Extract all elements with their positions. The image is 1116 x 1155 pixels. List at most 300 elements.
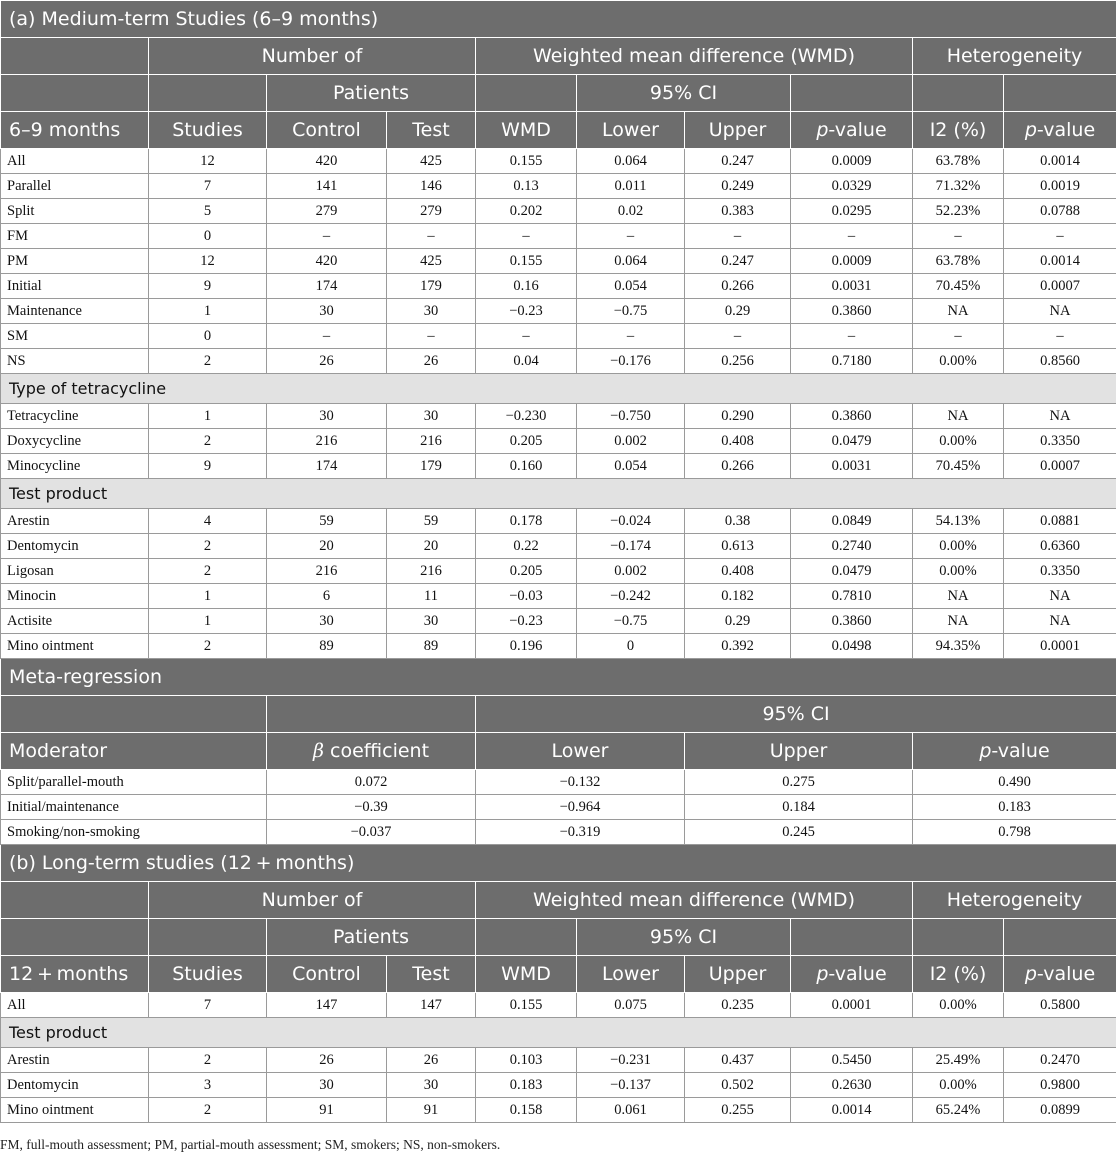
table-cell: 89 [387, 634, 476, 659]
table-cell: 0.202 [476, 199, 577, 224]
table-cell: 0.3860 [791, 299, 913, 324]
table-row [1, 509, 1116, 534]
table-cell: 2 [149, 634, 267, 659]
table-cell: 63.78% [913, 249, 1004, 274]
table-cell: 30 [387, 404, 476, 429]
table-cell: 0.158 [476, 1098, 577, 1123]
table-cell: 2 [149, 1048, 267, 1073]
table-cell: 0.054 [577, 274, 685, 299]
value-suffix: -value [1036, 119, 1096, 141]
table-row [1, 349, 1116, 374]
value-suffix: -value [828, 963, 887, 985]
section-b-header-row-2 [1, 919, 1116, 956]
meta-title: Meta-regression [1, 659, 1116, 696]
table-cell: NA [913, 609, 1004, 634]
table-row [1, 149, 1116, 174]
section-b-title: (b) Long-term studies (12 + months) [1, 845, 1116, 882]
period-header: 6–9 months [1, 112, 149, 149]
table-cell: – [913, 224, 1004, 249]
table-cell: −0.037 [267, 820, 476, 845]
row-label-cell: Arestin [1, 509, 149, 534]
number-of-header: Number of [149, 882, 476, 919]
blank-header-cell [1004, 75, 1116, 112]
value-suffix: -value [991, 740, 1050, 762]
blank-header-cell [913, 75, 1004, 112]
table-row [1, 1073, 1116, 1098]
product-b-title: Test product [1, 1018, 1116, 1048]
table-cell: – [577, 224, 685, 249]
table-cell: 0.490 [913, 770, 1116, 795]
meta-ci-header: 95% CI [476, 696, 1116, 733]
table-cell: 3 [149, 1073, 267, 1098]
table-cell: 0.290 [685, 404, 791, 429]
blank-header-cell [791, 919, 913, 956]
table-cell: – [476, 224, 577, 249]
table-cell: 0.2470 [1004, 1048, 1116, 1073]
table-cell: 30 [267, 299, 387, 324]
table-row [1, 1098, 1116, 1123]
table-cell: 9 [149, 454, 267, 479]
table-cell: NA [1004, 584, 1116, 609]
table-cell: 179 [387, 454, 476, 479]
table-row [1, 770, 1116, 795]
table-cell: 63.78% [913, 149, 1004, 174]
table-cell: – [387, 224, 476, 249]
table-cell: 25.49% [913, 1048, 1004, 1073]
meta-rows [1, 770, 1116, 845]
table-cell: 0.00% [913, 1073, 1004, 1098]
table-cell: 0.155 [476, 249, 577, 274]
table-cell: 0 [577, 634, 685, 659]
table-cell: 0.437 [685, 1048, 791, 1073]
table-cell: 0.205 [476, 429, 577, 454]
table-cell: 0.0849 [791, 509, 913, 534]
table-cell: 0.245 [685, 820, 913, 845]
table-row [1, 993, 1116, 1018]
blank-header-cell [1, 38, 149, 75]
wmd-header: WMD [476, 112, 577, 149]
studies-header: Studies [149, 956, 267, 993]
upper-header: Upper [685, 956, 791, 993]
section-a-header-row-1 [1, 38, 1116, 75]
row-label-cell: All [1, 149, 149, 174]
table-cell: 0.3350 [1004, 559, 1116, 584]
table-cell: 0.0014 [1004, 249, 1116, 274]
table-cell: 0.247 [685, 149, 791, 174]
table-cell: 0.8560 [1004, 349, 1116, 374]
table-cell: 216 [387, 429, 476, 454]
beta-header [267, 733, 476, 770]
table-cell: 1 [149, 584, 267, 609]
table-cell: 0.5450 [791, 1048, 913, 1073]
blank-header-cell [1004, 919, 1116, 956]
table-cell: 0.408 [685, 429, 791, 454]
table-cell: NA [1004, 609, 1116, 634]
blank-header-cell [476, 75, 577, 112]
row-label-cell: All [1, 993, 149, 1018]
table-cell: −0.23 [476, 299, 577, 324]
lower-header: Lower [577, 112, 685, 149]
table-cell: 0.22 [476, 534, 577, 559]
table-cell: 0.011 [577, 174, 685, 199]
table-cell: 146 [387, 174, 476, 199]
table-cell: – [577, 324, 685, 349]
table-cell: 54.13% [913, 509, 1004, 534]
table-cell: 174 [267, 274, 387, 299]
table-cell: 70.45% [913, 454, 1004, 479]
table-cell: −0.319 [476, 820, 685, 845]
table-cell: −0.75 [577, 609, 685, 634]
table-cell: 0.16 [476, 274, 577, 299]
p-value-header [791, 112, 913, 149]
table-cell: 30 [387, 1073, 476, 1098]
control-header: Control [267, 112, 387, 149]
table-cell: 2 [149, 534, 267, 559]
table-cell: 0.3860 [791, 609, 913, 634]
table-row [1, 199, 1116, 224]
meta-lower-header: Lower [476, 733, 685, 770]
table-cell: 30 [387, 609, 476, 634]
table-cell: 2 [149, 1098, 267, 1123]
table-cell: 6 [267, 584, 387, 609]
table-row [1, 609, 1116, 634]
table-cell: 91 [387, 1098, 476, 1123]
table-cell: 1 [149, 609, 267, 634]
blank-header-cell [267, 696, 476, 733]
product-a-title-row [1, 479, 1116, 509]
table-cell: – [685, 324, 791, 349]
table-cell: 20 [267, 534, 387, 559]
value-suffix: -value [1036, 963, 1096, 985]
table-cell: −0.23 [476, 609, 577, 634]
table-cell: 0.0899 [1004, 1098, 1116, 1123]
table-row [1, 274, 1116, 299]
table-cell: 26 [267, 1048, 387, 1073]
table-cell: – [913, 324, 1004, 349]
table-cell: 147 [267, 993, 387, 1018]
table-row [1, 324, 1116, 349]
table-cell: 425 [387, 149, 476, 174]
table-cell: 0.13 [476, 174, 577, 199]
p-symbol: p [816, 963, 829, 985]
table-cell: −0.137 [577, 1073, 685, 1098]
table-cell: 30 [267, 404, 387, 429]
table-row [1, 559, 1116, 584]
table-cell: 26 [267, 349, 387, 374]
table-cell: 0.7180 [791, 349, 913, 374]
table-cell: −0.231 [577, 1048, 685, 1073]
table-cell: 0.38 [685, 509, 791, 534]
row-label-cell: FM [1, 224, 149, 249]
table-cell: NA [913, 404, 1004, 429]
table-cell: 0.3350 [1004, 429, 1116, 454]
blank-header-cell [1, 919, 149, 956]
table-cell: 52.23% [913, 199, 1004, 224]
section-b-title-row [1, 845, 1116, 882]
studies-header: Studies [149, 112, 267, 149]
table-cell: 0.0019 [1004, 174, 1116, 199]
table-cell: 59 [387, 509, 476, 534]
table-cell: 0.064 [577, 249, 685, 274]
table-cell: 0.00% [913, 559, 1004, 584]
meta-header-row-2 [1, 733, 1116, 770]
section-a-title-row [1, 1, 1116, 38]
table-cell: – [791, 224, 913, 249]
table-cell: −0.174 [577, 534, 685, 559]
table-cell: 0.182 [685, 584, 791, 609]
table-cell: 0.392 [685, 634, 791, 659]
table-cell: −0.230 [476, 404, 577, 429]
table-cell: 0.275 [685, 770, 913, 795]
table-row [1, 1048, 1116, 1073]
table-cell: 0.29 [685, 609, 791, 634]
table-cell: −0.75 [577, 299, 685, 324]
table-cell: 0.183 [476, 1073, 577, 1098]
table-cell: NA [913, 584, 1004, 609]
het-p-value-header [1004, 112, 1116, 149]
table-cell: 0.266 [685, 274, 791, 299]
table-cell: 420 [267, 149, 387, 174]
table-row [1, 249, 1116, 274]
row-label-cell: Doxycycline [1, 429, 149, 454]
table-cell: 2 [149, 429, 267, 454]
p-value-header [791, 956, 913, 993]
row-label-cell: PM [1, 249, 149, 274]
period-header: 12 + months [1, 956, 149, 993]
blank-header-cell [149, 919, 267, 956]
test-header: Test [387, 956, 476, 993]
table-row [1, 174, 1116, 199]
table-cell: 0.0014 [791, 1098, 913, 1123]
table-cell: 0.054 [577, 454, 685, 479]
value-suffix: -value [828, 119, 887, 141]
table-cell: 0.0001 [1004, 634, 1116, 659]
table-cell: 26 [387, 349, 476, 374]
row-label-cell: Minocin [1, 584, 149, 609]
table-cell: 12 [149, 149, 267, 174]
test-header: Test [387, 112, 476, 149]
meta-upper-header: Upper [685, 733, 913, 770]
table-cell: 0.383 [685, 199, 791, 224]
table-cell: 30 [387, 299, 476, 324]
row-label-cell: NS [1, 349, 149, 374]
table-cell: 0.0031 [791, 454, 913, 479]
table-cell: −0.242 [577, 584, 685, 609]
table-cell: NA [913, 299, 1004, 324]
ci-header: 95% CI [577, 75, 791, 112]
table-cell: 0.155 [476, 993, 577, 1018]
table-cell: 0.00% [913, 349, 1004, 374]
p-symbol: p [1024, 963, 1037, 985]
table-cell: 174 [267, 454, 387, 479]
wmd-header: WMD [476, 956, 577, 993]
table-cell: 0.0295 [791, 199, 913, 224]
table-cell: 0.0014 [1004, 149, 1116, 174]
table-cell: 425 [387, 249, 476, 274]
table-cell: 0.0007 [1004, 274, 1116, 299]
table-cell: 2 [149, 559, 267, 584]
meta-title-row [1, 659, 1116, 696]
row-label-cell: Dentomycin [1, 1073, 149, 1098]
moderator-header: Moderator [1, 733, 267, 770]
row-label-cell: Dentomycin [1, 534, 149, 559]
table-row [1, 299, 1116, 324]
row-label-cell: Arestin [1, 1048, 149, 1073]
table-cell: 0.266 [685, 454, 791, 479]
upper-header: Upper [685, 112, 791, 149]
patients-header: Patients [267, 75, 476, 112]
section-a-header-row-2 [1, 75, 1116, 112]
heterogeneity-header: Heterogeneity [913, 38, 1116, 75]
table-cell: 0.002 [577, 429, 685, 454]
table-cell: 0 [149, 324, 267, 349]
i2-header: I2 (%) [913, 956, 1004, 993]
row-label-cell: Split [1, 199, 149, 224]
table-cell: 141 [267, 174, 387, 199]
wmd-group-header: Weighted mean difference (WMD) [476, 38, 913, 75]
table-cell: 0 [149, 224, 267, 249]
table-cell: −0.132 [476, 770, 685, 795]
row-label-cell: Smoking/non-smoking [1, 820, 267, 845]
table-cell: 0.0001 [791, 993, 913, 1018]
table-cell: 279 [387, 199, 476, 224]
table-cell: 0.205 [476, 559, 577, 584]
table-cell: 94.35% [913, 634, 1004, 659]
het-p-value-header [1004, 956, 1116, 993]
table-cell: – [685, 224, 791, 249]
section-a-header-row-3 [1, 112, 1116, 149]
blank-header-cell [1, 696, 267, 733]
row-label-cell: Ligosan [1, 559, 149, 584]
footnote: FM, full-mouth assessment; PM, partial-mouth assessment; SM, smokers; NS, non-smokers. [0, 1137, 501, 1152]
table-cell: 0.798 [913, 820, 1116, 845]
table-cell: 91 [267, 1098, 387, 1123]
product-a-title: Test product [1, 479, 1116, 509]
table-row [1, 795, 1116, 820]
table-row [1, 634, 1116, 659]
table-cell: 0.0009 [791, 249, 913, 274]
table-cell: 0.408 [685, 559, 791, 584]
table-cell: – [267, 224, 387, 249]
table-cell: 0.9800 [1004, 1073, 1116, 1098]
table-cell: 89 [267, 634, 387, 659]
p-symbol: p [979, 740, 992, 762]
meta-p-value-header [913, 733, 1116, 770]
table-cell: 12 [149, 249, 267, 274]
table-cell: 179 [387, 274, 476, 299]
tetracycline-title-row [1, 374, 1116, 404]
table-cell: – [791, 324, 913, 349]
table-cell: 0.255 [685, 1098, 791, 1123]
table-cell: −0.750 [577, 404, 685, 429]
table-row [1, 224, 1116, 249]
row-label-cell: Mino ointment [1, 634, 149, 659]
table-cell: 216 [267, 429, 387, 454]
table-cell: – [267, 324, 387, 349]
table-cell: 11 [387, 584, 476, 609]
table-row [1, 820, 1116, 845]
table-cell: 0.00% [913, 993, 1004, 1018]
patients-header: Patients [267, 919, 476, 956]
table-cell: 0.178 [476, 509, 577, 534]
table-cell: 9 [149, 274, 267, 299]
table-cell: 0.29 [685, 299, 791, 324]
table-cell: 0.0009 [791, 149, 913, 174]
table-cell: 0.196 [476, 634, 577, 659]
table-row [1, 404, 1116, 429]
table-cell: 0.155 [476, 149, 577, 174]
table-cell: 0.2630 [791, 1073, 913, 1098]
table-cell: 4 [149, 509, 267, 534]
table-cell: – [476, 324, 577, 349]
table-cell: 0.0329 [791, 174, 913, 199]
blank-header-cell [791, 75, 913, 112]
table-cell: 0.0881 [1004, 509, 1116, 534]
table-cell: 0.002 [577, 559, 685, 584]
section-b-header-row-3 [1, 956, 1116, 993]
table-cell: 0.235 [685, 993, 791, 1018]
table-cell: 1 [149, 404, 267, 429]
row-label-cell: SM [1, 324, 149, 349]
table-cell: 0.183 [913, 795, 1116, 820]
row-label-cell: Initial [1, 274, 149, 299]
table-cell: 0.160 [476, 454, 577, 479]
table-cell: 0.0007 [1004, 454, 1116, 479]
section-b-rows [1, 993, 1116, 1018]
table-cell: −0.176 [577, 349, 685, 374]
wmd-group-header: Weighted mean difference (WMD) [476, 882, 913, 919]
table-cell: 70.45% [913, 274, 1004, 299]
section-a-title: (a) Medium-term Studies (6–9 months) [1, 1, 1116, 38]
meta-header-row-1 [1, 696, 1116, 733]
table-cell: 30 [267, 609, 387, 634]
table-cell: 0.5800 [1004, 993, 1116, 1018]
row-label-cell: Minocycline [1, 454, 149, 479]
table-cell: – [387, 324, 476, 349]
row-label-cell: Tetracycline [1, 404, 149, 429]
table-cell: 65.24% [913, 1098, 1004, 1123]
table-cell: 71.32% [913, 174, 1004, 199]
table-cell: −0.03 [476, 584, 577, 609]
section-b-header-row-1 [1, 882, 1116, 919]
table-cell: 216 [387, 559, 476, 584]
number-of-header: Number of [149, 38, 476, 75]
section-a-rows [1, 149, 1116, 374]
lower-header: Lower [577, 956, 685, 993]
table-cell: 0.3860 [791, 404, 913, 429]
table-cell: 279 [267, 199, 387, 224]
tetracycline-rows [1, 404, 1116, 479]
table-cell: NA [1004, 299, 1116, 324]
table-cell: 0.0498 [791, 634, 913, 659]
table-cell: −0.964 [476, 795, 685, 820]
table-cell: 7 [149, 174, 267, 199]
table-cell: 0.0479 [791, 429, 913, 454]
table-cell: 7 [149, 993, 267, 1018]
table-cell: 0.0031 [791, 274, 913, 299]
table-cell: 0.613 [685, 534, 791, 559]
table-cell: 0.02 [577, 199, 685, 224]
table-cell: – [1004, 224, 1116, 249]
beta-symbol: β [312, 740, 324, 762]
control-header: Control [267, 956, 387, 993]
p-symbol: p [816, 119, 829, 141]
table-cell: 0.0479 [791, 559, 913, 584]
table-cell: 420 [267, 249, 387, 274]
table-row [1, 454, 1116, 479]
table-cell: 216 [267, 559, 387, 584]
table-row [1, 584, 1116, 609]
